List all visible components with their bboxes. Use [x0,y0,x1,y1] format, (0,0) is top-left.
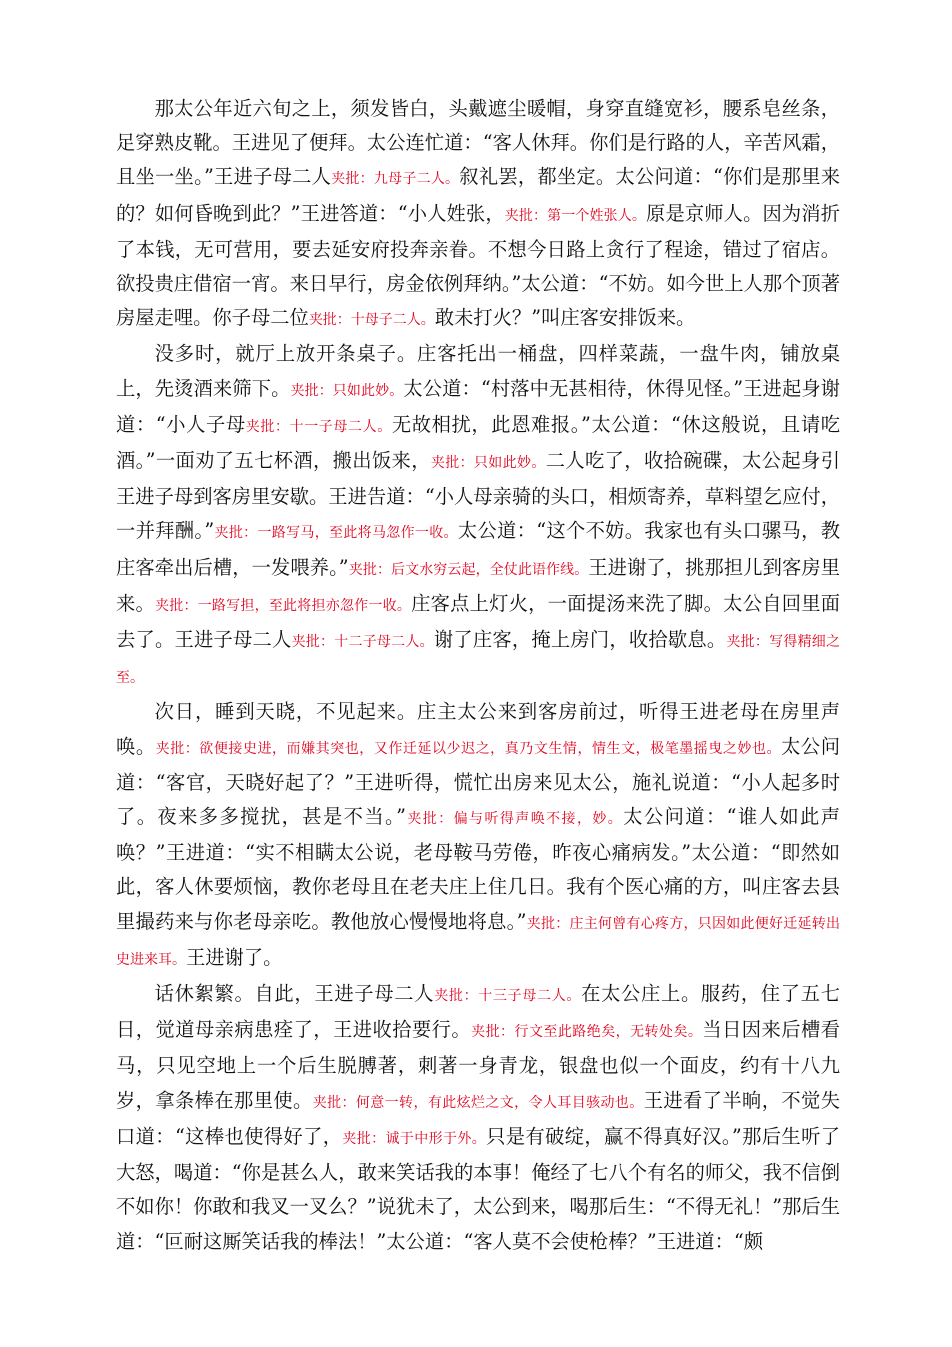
commentary-annotation: 夹批：十一子母二人。 [245,418,392,435]
body-text: 庄客点上灯火，一面提汤来洗了脚。太公自回里面去了。王进子母二人 [116,591,841,652]
body-text: 无故相扰，此恩难报。”太公道：“休这般说，且请吃酒。”一面劝了五七杯酒，搬出饭来， [116,412,840,473]
body-text: 王进谢了，挑那担儿到客房里来。 [116,555,841,615]
commentary-annotation: 夹批：九母子二人。 [331,171,460,188]
paragraph [116,977,840,1259]
body-text: 次日，睡到天晓，不见起来。庄主太公来到客房前过，听得王进老母在房里声唤。 [116,700,840,758]
commentary-annotation: 夹批：只如此妙。 [290,382,404,399]
body-text: 话休絮繁。自此，王进子母二人 [154,982,435,1006]
body-text: 太公问道：“客官，天晓好起了？”王进听得，慌忙出房来见太公，施礼说道：“小人起多时了。夜来多多搅扰，甚是不当。” [116,734,841,829]
commentary-annotation: 夹批：十二子母二人。 [291,634,434,651]
document-page [116,92,840,1259]
body-text: 二人吃了，收拾碗碟，太公起身引王进子母到客房里安歇。王进告道：“小人母亲骑的头口，相烦寄养，草料望乞应付，一并拜酬。” [116,449,840,543]
body-text: 太公道：“村落中无甚相待，休得见怪。”王进起身谢道：“小人子母 [116,376,840,436]
commentary-annotation: 夹批：十母子二人。 [308,312,435,329]
commentary-annotation: 夹批：诚于中形于外。 [342,1130,487,1147]
paragraph [116,92,840,337]
body-text: 当日因来后槽看马，只见空地上一个后生脱膊著，刺著一身青龙，银盘也似一个面皮，约有十八九岁，拿条棒在那里使。 [116,1018,841,1112]
body-text: 谢了庄客，掩上房门，收拾歇息。 [433,628,727,652]
body-text: 原是京师人。因为消折了本钱，无可营用，要去延安府投奔亲眷。不想今日路上贪行了程途，错过了宿店。欲投贵庄借宿一宵。来日早行，房金依例拜纳。”太公道：“不妨。如今世上人那个顶著房屋走哩。你子母二位 [116,201,840,330]
commentary-annotation: 夹批：庄主何曾有心疼方，只因如此便好迁延转出史进来耳。 [116,915,841,968]
body-text: 没多时，就厅上放开条桌子。庄客托出一桶盘，四样菜蔬，一盘牛肉，铺放桌上，先烫酒来筛下。 [116,342,840,400]
commentary-annotation: 夹批：写得精细之至。 [116,634,841,687]
body-text: 敢未打火？”叫庄客安排饭来。 [434,306,696,330]
body-text: 在太公庄上。服药，住了五七日，觉道母亲病患痊了，王进收拾要行。 [116,982,841,1042]
body-text: 太公问道：“谁人如此声唤？”王进道：“实不相瞒太公说，老母鞍马劳倦，昨夜心痛病发。”太公道：“即然如此，客人休要烦恼，教你老母且在老夫庄上住几日。我有个医心痛的方，叫庄客去县里撮药来与你老母亲吃。教他放心慢慢地将息。” [116,805,841,933]
commentary-annotation: 夹批：欲便接史进，而嫌其突也，又作迁延以少迟之，真乃文生情，情生文，极笔墨摇曳之妙也。 [155,740,782,757]
body-text: 太公道：“这个不妨。我家也有头口骡马，教庄客牵出后槽，一发喂养。” [116,519,841,579]
body-text: 那太公年近六旬之上，须发皆白，头戴遮尘暖帽，身穿直缝宽衫，腰系皂丝条，足穿熟皮靴。王进见了便拜。太公连忙道：“客人休拜。你们是行路的人，辛苦风霜，且坐一坐。”王进子母二人 [116,97,840,189]
commentary-annotation: 夹批：一路写担，至此将担亦忽作一收。 [155,597,412,614]
body-text: 叙礼罢，都坐定。太公问道：“你们是那里来的？如何昏晚到此？”王进答道：“小人姓张， [116,165,841,225]
commentary-annotation: 夹批：第一个姓张人。 [504,207,647,224]
body-text: 只是有破绽，赢不得真好汉。”那后生听了大怒，喝道：“你是甚么人，敢来笑话我的本事！俺经了七八个有名的师父，我不信倒不如你！你敢和我叉一叉么？”说犹未了，太公到来，喝那后生：“不得无礼！”那后生道：“叵耐这厮笑话我的棒法！”太公道：“客人莫不会使枪棒？”王进道：“颇 [116,1124,841,1253]
commentary-annotation: 夹批：何意一转，有此炫烂之文，令人耳目骇动也。 [312,1094,644,1111]
commentary-annotation: 夹批：偏与听得声唤不接，妙。 [405,811,624,828]
body-text: 王进谢了。 [186,945,283,969]
commentary-annotation: 夹批：一路写马，至此将马忽作一收。 [214,525,458,542]
body-text: 王进看了半晌，不觉失口道：“这棒也使得好了， [116,1088,841,1148]
commentary-annotation: 夹批：后文水穷云起，全仗此语作线。 [348,561,589,578]
commentary-annotation: 夹批：行文至此路绝矣，无转处矣。 [471,1024,703,1041]
commentary-annotation: 夹批：只如此妙。 [430,455,546,472]
paragraph [116,337,840,695]
paragraph [116,695,840,977]
commentary-annotation: 夹批：十三子母二人。 [434,988,582,1005]
